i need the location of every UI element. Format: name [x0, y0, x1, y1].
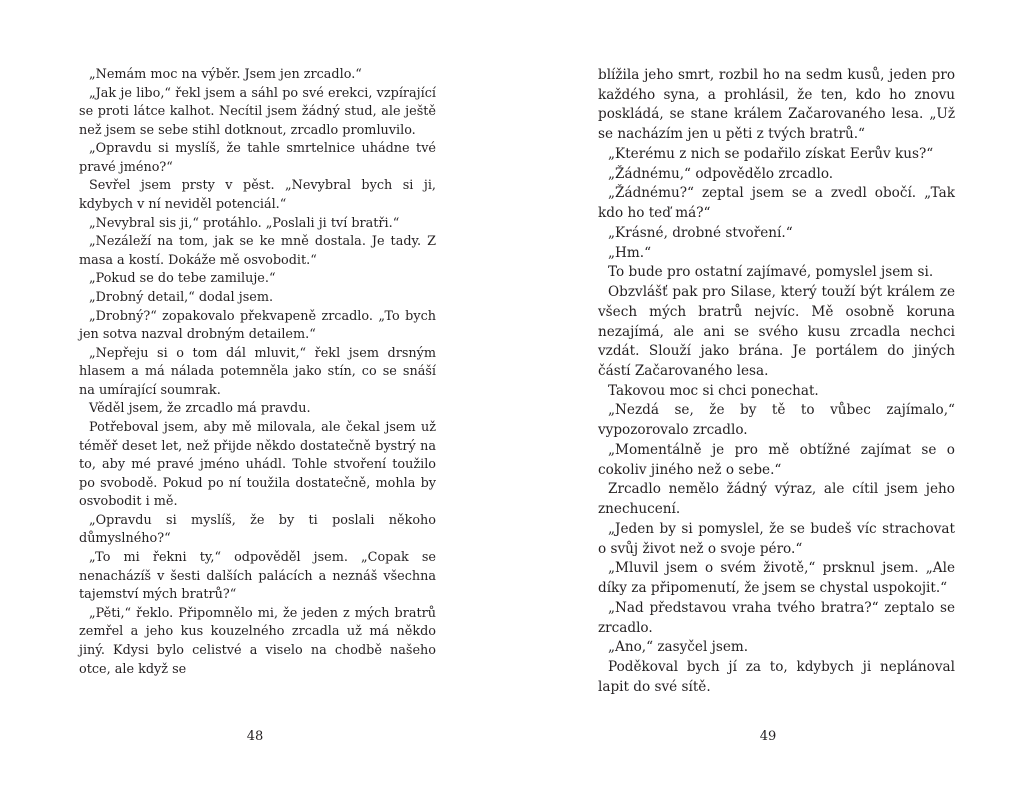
paragraph: Potřeboval jsem, aby mě milovala, ale čekal jsem už téměř deset let, než přijde někdo dostatečně bystrý na to, aby mé pravé jméno uhádl. Tohle stvoření toužilo po svobodě. Pokud po ní toužila dostatečně, mohla by osvobodit i mě. [79, 419, 436, 510]
page-number [0, 729, 511, 744]
paragraph: „Drobný detail,“ dodal jsem. [89, 289, 274, 305]
paragraph: „To mi řekni ty,“ odpověděl jsem. „Copak se nenacházíš v šesti dalších palácích a neznáš všechna tajemství mých bratrů?“ [79, 550, 436, 603]
paragraph: „Ano,“ zasyčel jsem. [608, 639, 749, 656]
paragraph: „Momentálně je pro mě obtížné zajímat se o cokoliv jiného než o sebe.“ [598, 441, 955, 478]
paragraph: „Opravdu si myslíš, že tahle smrtelnice uhádne tvé pravé jméno?“ [79, 141, 436, 175]
paragraph: „Krásné, drobné stvoření.“ [608, 224, 793, 241]
paragraph: „Žádnému?“ zeptal jsem se a zvedl obočí. „Tak kdo ho teď má?“ [598, 185, 955, 222]
paragraph: Poděkoval bych jí za to, kdybych ji neplánoval lapit do své sítě. [598, 659, 955, 695]
paragraph: Obzvlášť pak pro Silase, který touží být králem ze všech mých bratrů nejvíc. Mě osobně koruna nezajímá, ale ani se svého kusu zrcadla nechci vzdát. Slouží jako brána. Je portálem do jiných částí Začarovaného lesa. [598, 284, 955, 380]
paragraph: Takovou moc si chci ponechat. [608, 382, 819, 399]
paragraph: „Nezáleží na tom, jak se ke mně dostala. Je tady. Z masa a kostí. Dokáže mě osvobodit.“ [79, 234, 436, 268]
paragraph: Zrcadlo nemělo žádný výraz, ale cítil jsem jeho znechucení. [598, 481, 955, 518]
right-page-text [598, 66, 955, 698]
paragraph: „Pokud se do tebe zamiluje.“ [89, 271, 276, 287]
paragraph: Sevřel jsem prsty v pěst. „Nevybral bych si ji, kdybych v ní neviděl potenciál.“ [79, 178, 436, 213]
right-page [512, 0, 1024, 787]
left-page-text [79, 66, 436, 679]
paragraph: „Nemám moc na výběr. Jsem jen zrcadlo.“ [89, 67, 362, 82]
paragraph: „Nevybral sis ji,“ protáhlo. „Poslali ji tví bratři.“ [89, 215, 400, 231]
paragraph: blížila jeho smrt, rozbil ho na sedm kusů, jeden pro každého syna, a prohlásil, že ten, kdo ho znovu poskládá, se stane králem Začarovaného lesa. „Už se nacházím jen u pěti z tvých bratrů.“ [598, 67, 955, 143]
paragraph: „Nad představou vraha tvého bratra?“ zeptalo se zrcadlo. [598, 599, 955, 636]
paragraph: „Kterému z nich se podařilo získat Eerův kus?“ [608, 145, 934, 162]
paragraph: „Nezdá se, že by tě to vůbec zajímalo,“ vypozorovalo zrcadlo. [598, 402, 955, 439]
paragraph: „Hm.“ [608, 244, 652, 261]
paragraph: „Nepřeju si o tom dál mluvit,“ řekl jsem drsným hlasem a má nálada potemněla jako stín, co se snáší na umírající soumrak. [79, 345, 436, 398]
page-number-text: 49 [759, 729, 777, 744]
paragraph: To bude pro ostatní zajímavé, pomyslel jsem si. [608, 264, 934, 281]
paragraph: „Jeden by si pomyslel, že se budeš víc strachovat o svůj život než o svoje péro.“ [598, 520, 955, 557]
paragraph: „Drobný?“ zopakovalo překvapeně zrcadlo. „To bych jen sotva nazval drobným detailem.“ [79, 308, 436, 343]
page-number [512, 729, 1024, 744]
paragraph: „Opravdu si myslíš, že by ti poslali někoho důmyslného?“ [79, 512, 436, 547]
paragraph: „Jak je libo,“ řekl jsem a sáhl po své erekci, vzpírající se proti látce kalhot. Necítil jsem žádný stud, ale ještě než jsem se sebe stihl dotknout, zrcadlo promluvilo. [79, 85, 436, 138]
paragraph: „Mluvil jsem o svém životě,“ prsknul jsem. „Ale díky za připomenutí, že jsem se chystal uspokojit.“ [598, 560, 955, 597]
paragraph: „Pěti,“ řeklo. Připomnělo mi, že jeden z mých bratrů zemřel a jeho kus kouzelného zrcadla už má někdo jiný. Kdysi bylo celistvé a viselo na chodbě našeho otce, ale když se [79, 605, 436, 677]
paragraph: Věděl jsem, že zrcadlo má pravdu. [89, 401, 311, 417]
page-number-text: 48 [246, 729, 264, 744]
paragraph: „Žádnému,“ odpovědělo zrcadlo. [608, 165, 834, 182]
